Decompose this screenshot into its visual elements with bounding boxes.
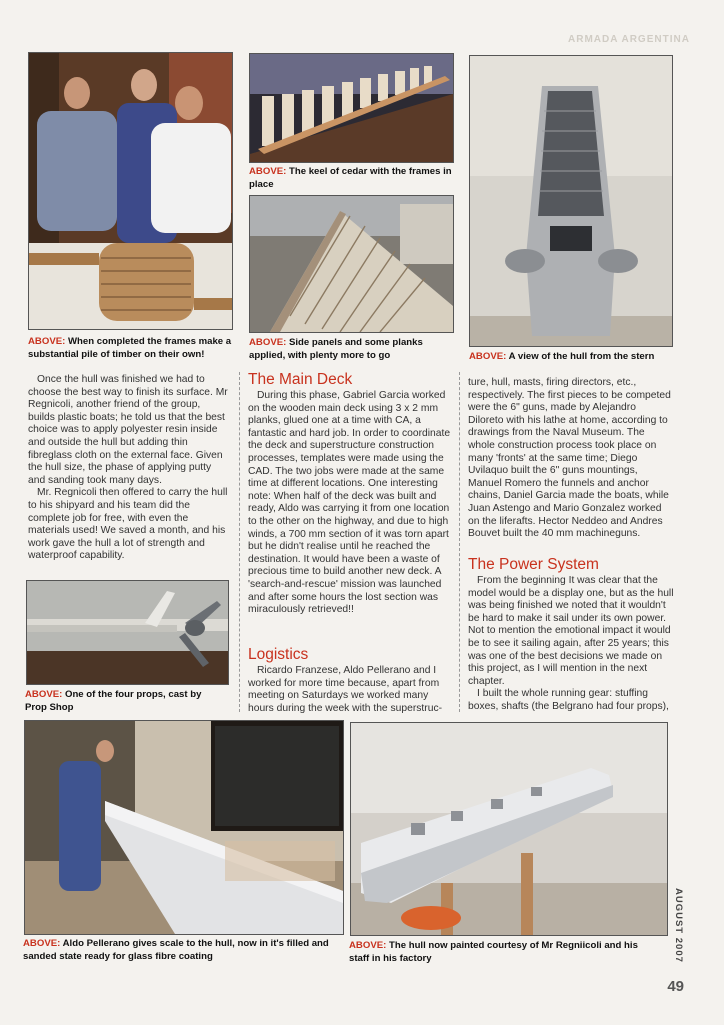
caption-pellerano [23,938,341,963]
caption-text: Side panels and some planks applied, with plenty more to go [249,337,423,361]
paragraph: ture, hull, masts, firing directors, etc., respectively. The first pieces to be competed were the 6" guns, made by Alejandro Diloreto with his lathe at home, according to drawings from the Naval Museum. The whole construction process took place on many 'fronts' at the same time; Diego Uvilaquo built the 6" guns mountings, Manuel Romero the funnels and anchor chains, Daniel Garcia made the boats, while Juan Astengo and Mario Gonzalez worked on the liferafts. Hector Neddeo and Andres Bouvet built the 40 mm machineguns. [468,377,671,540]
paragraph: From the beginning It was clear that the model would be a display one, but as the hull was being finished we noted that it wouldn't be hard to make it sail under its own power. Not to mention the emotional impact it would be to see it sailing again, after 25 years; this was one of the best decisions we made on this project, as I will mention in the next chapter. [468,575,674,687]
column-2-main-deck [248,390,453,617]
heading-main-deck: The Main Deck [248,371,353,388]
caption-text: When completed the frames make a substantial pile of timber on their own! [28,336,232,360]
paragraph: During this phase, Gabriel Garcia worked on the wooden main deck using 3 x 2 mm planks, glued one at a time with CA, a fantastic and hard job. In order to coordinate the deck and superstructure construction processes, templates were made using the CAD. The two jobs were made at the same time at different locations. One interesting note: When half of the deck was built and ready, Aldo was carrying it from one location to the other on the highway, and due to high winds, a 700 mm section of it was torn apart but he didn't realise until he reached the destination. It would have been a waste of precious time to build another new deck. A 'search-and-rescue' mission was launched and after some hours the lost section was miraculously retrieved!! [248,390,451,616]
caption-text: Aldo Pellerano gives scale to the hull, now in it's filled and sanded state ready for glass fibre coating [23,938,329,962]
caption-label: ABOVE: [25,689,63,700]
caption-label: ABOVE: [349,940,387,951]
photo-frames [28,52,233,330]
issue-date: AUGUST 2007 [673,888,684,963]
photo-keel [249,53,454,163]
caption-keel [249,166,455,191]
paragraph: Once the hull was finished we had to choose the best way to finish its surface. Mr Regnicoli, another friend of the group, builds plastic boats; he told us that the best choice was to apply polyester resin inside and outside the hull but adding thin fibreglass cloth on the external face. Given the hull size, the phase of applying putty and sanding took many days. [28,374,228,486]
photo-prop [26,580,229,685]
photo-painted-hull [350,722,668,936]
column-3 [468,377,674,541]
column-divider [459,372,460,712]
caption-label: ABOVE: [249,337,287,348]
masthead: ARMADA ARGENTINA [568,34,690,45]
heading-power-system: The Power System [468,556,599,573]
caption-label: ABOVE: [23,938,61,949]
column-2-logistics [248,665,453,715]
caption-label: ABOVE: [469,351,507,362]
photo-side-panels [249,195,454,333]
paragraph: Mr. Regnicoli then offered to carry the hull to his shipyard and his team did the complete job for free, with even the materials used! We saved a month, and his work gave the hull a lot of strength and waterproof capability. [28,487,228,562]
caption-frames [28,336,234,361]
caption-text: The keel of cedar with the frames in place [249,166,452,190]
caption-props [25,689,225,714]
caption-side-panels [249,337,455,362]
caption-text: One of the four props, cast by Prop Shop [25,689,202,713]
heading-logistics: Logistics [248,646,309,663]
paragraph: I built the whole running gear: stuffing boxes, shafts (the Belgrano had four props), [468,688,669,712]
caption-painted [349,940,659,965]
caption-text: The hull now painted courtesy of Mr Regniicoli and his staff in his factory [349,940,638,964]
paragraph: Ricardo Franzese, Aldo Pellerano and I worked for more time because, apart from meeting on Saturdays we worked many hours during the week with the superstruc- [248,665,443,714]
column-3-power [468,575,674,714]
caption-label: ABOVE: [28,336,66,347]
column-1 [28,374,228,563]
photo-pellerano [24,720,344,935]
caption-stern [469,351,679,364]
page-number: 49 [667,978,684,995]
caption-label: ABOVE: [249,166,287,177]
caption-text: A view of the hull from the stern [508,351,655,362]
photo-stern [469,55,673,347]
column-divider [239,372,240,712]
